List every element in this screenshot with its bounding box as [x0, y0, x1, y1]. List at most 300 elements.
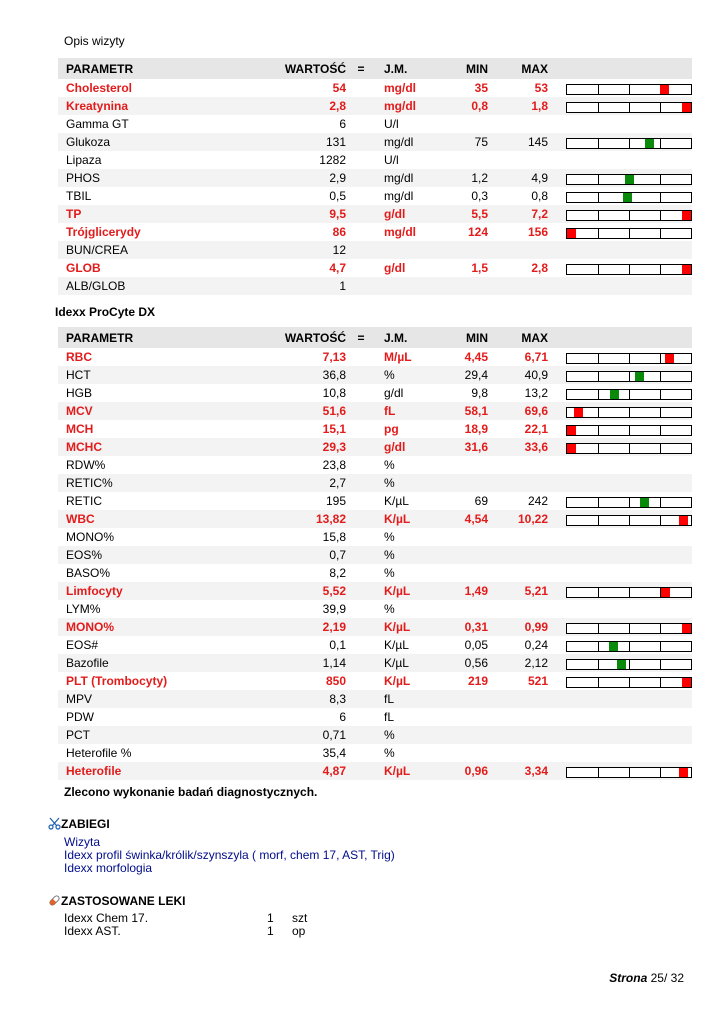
param-eq: [346, 474, 376, 492]
param-unit: g/dl: [376, 205, 436, 223]
param-value: 7,13: [322, 350, 346, 364]
range-marker: [623, 193, 632, 202]
table-row: [58, 366, 692, 384]
range-bar-cell: [566, 762, 692, 780]
param-name: ALB/GLOB: [58, 277, 250, 295]
param-unit: %: [376, 474, 436, 492]
param-name: PLT (Trombocyty): [66, 674, 168, 688]
spacer: [548, 438, 566, 456]
table-row: [58, 492, 692, 510]
range-bar-cell: [566, 420, 692, 438]
range-bar-cell: [566, 546, 692, 564]
range-bar: [566, 515, 692, 526]
param-max: [488, 744, 548, 762]
table-header: [58, 327, 692, 348]
param-max: 521: [527, 674, 548, 688]
param-eq: [346, 456, 376, 474]
param-min: 0,31: [436, 618, 488, 636]
header-unit: J.M.: [376, 58, 436, 79]
range-marker: [567, 229, 576, 238]
param-unit: %: [376, 726, 436, 744]
zabiegi-item: Idexx profil świnka/królik/szynszyla ( morf, chem 17, AST, Trig): [64, 848, 395, 862]
table-row: [58, 690, 692, 708]
param-value: 29,3: [250, 438, 346, 456]
range-bar-cell: [566, 366, 692, 384]
range-marker: [640, 498, 649, 507]
param-value: 35,4: [322, 746, 346, 760]
param-unit: fL: [376, 402, 436, 420]
table-row: [58, 726, 692, 744]
spacer: [548, 546, 566, 564]
param-min: 0,8: [436, 97, 488, 115]
table-row: [58, 654, 692, 672]
param-unit: mg/dl: [376, 133, 436, 151]
table-row: [58, 115, 692, 133]
table-row: [58, 456, 692, 474]
spacer: [548, 564, 566, 582]
param-unit: %: [384, 566, 395, 580]
param-eq: [346, 726, 376, 744]
param-name: HGB: [66, 386, 93, 400]
table-row: [58, 510, 692, 528]
range-bar-cell: [566, 402, 692, 420]
param-min: 0,96: [436, 762, 488, 780]
zabiegi-item: Wizyta: [64, 835, 100, 849]
spacer: [548, 618, 566, 636]
param-name: MONO%: [66, 530, 114, 544]
table-row: [58, 402, 692, 420]
param-eq: [346, 277, 376, 295]
spacer: [548, 187, 566, 205]
drug-name: Idexx AST.: [64, 924, 121, 938]
range-bar-cell: [566, 277, 692, 295]
range-bar-cell: [566, 97, 692, 115]
range-bar: [566, 677, 692, 688]
range-bar: [566, 353, 692, 364]
range-bar: [566, 641, 692, 652]
param-unit: K/µL: [384, 638, 409, 652]
range-marker: [682, 678, 691, 687]
param-name: EOS%: [58, 546, 250, 564]
param-eq: [346, 618, 376, 636]
param-name: MCH: [66, 422, 94, 436]
param-name: MONO%: [58, 618, 250, 636]
table-row: [58, 277, 692, 295]
param-min: 31,6: [436, 438, 488, 456]
param-unit: mg/dl: [384, 189, 414, 203]
param-unit: K/µL: [384, 674, 411, 688]
range-marker: [574, 408, 583, 417]
param-max: 40,9: [488, 366, 548, 384]
param-name: MCV: [58, 402, 250, 420]
param-eq: [346, 636, 376, 654]
param-name: Glukoza: [58, 133, 250, 151]
header-value: WARTOŚĆ: [250, 58, 346, 79]
param-unit: K/µL: [376, 582, 436, 600]
param-max: 242: [527, 494, 548, 508]
range-bar: [566, 192, 692, 203]
param-max: [488, 708, 548, 726]
table-row: [58, 762, 692, 780]
spacer: [548, 97, 566, 115]
table-row: [58, 600, 692, 618]
param-max: 0,8: [531, 189, 548, 203]
param-name: PCT: [58, 726, 250, 744]
param-eq: [346, 546, 376, 564]
spacer: [548, 133, 566, 151]
param-value: 2,8: [250, 97, 346, 115]
param-eq: [346, 672, 376, 690]
param-value: 4,87: [250, 762, 346, 780]
param-value: 6: [339, 117, 346, 131]
param-min: 5,5: [436, 205, 488, 223]
param-min: 124: [467, 225, 488, 239]
spacer: [548, 79, 566, 97]
param-max: [488, 564, 548, 582]
drug-unit: szt: [292, 911, 308, 925]
param-max: 0,99: [488, 618, 548, 636]
table-row: [58, 241, 692, 259]
table-row: [58, 348, 692, 366]
param-max: [488, 726, 548, 744]
param-max: 10,22: [488, 510, 548, 528]
table-row: [58, 151, 692, 169]
drug-qty: 1: [267, 924, 274, 938]
spacer: [548, 492, 566, 510]
spacer: [548, 384, 566, 402]
param-eq: [346, 708, 376, 726]
spacer: [548, 726, 566, 744]
table-row: [58, 546, 692, 564]
param-value: 1282: [319, 153, 346, 167]
param-eq: [346, 744, 376, 762]
param-min: [436, 456, 488, 474]
range-bar-cell: [566, 133, 692, 151]
range-marker: [610, 390, 619, 399]
range-bar: [566, 210, 692, 221]
range-bar-cell: [566, 636, 692, 654]
param-unit: mg/dl: [376, 169, 436, 187]
param-name: RETIC: [66, 494, 102, 508]
param-name: PDW: [66, 710, 94, 724]
param-min: [436, 690, 488, 708]
param-max: 0,24: [524, 638, 548, 652]
param-unit: %: [376, 546, 436, 564]
table-row: [58, 259, 692, 277]
param-value: 131: [250, 133, 346, 151]
param-value: 0,5: [329, 189, 346, 203]
param-max: 2,8: [531, 261, 548, 275]
param-eq: [346, 402, 376, 420]
table-row: [58, 97, 692, 115]
param-max: [488, 241, 548, 259]
param-max: 156: [527, 225, 548, 239]
range-bar: [566, 371, 692, 382]
param-max: [488, 115, 548, 133]
param-value: 39,9: [322, 602, 346, 616]
param-max: 145: [488, 133, 548, 151]
param-unit: mg/dl: [384, 81, 416, 95]
param-min: [436, 241, 488, 259]
spacer: [548, 348, 566, 366]
param-eq: [346, 528, 376, 546]
range-bar: [566, 659, 692, 670]
header-param: PARAMETR: [58, 327, 250, 348]
param-min: 4,45: [464, 350, 488, 364]
param-name: MPV: [58, 690, 250, 708]
param-min: [436, 600, 488, 618]
range-bar-cell: [566, 474, 692, 492]
page-footer: [609, 971, 684, 985]
header-max: MAX: [488, 58, 548, 79]
param-value: 5,52: [250, 582, 346, 600]
param-name: MCHC: [58, 438, 250, 456]
table-row: [58, 223, 692, 241]
param-min: 1,5: [471, 261, 488, 275]
range-bar-cell: [566, 384, 692, 402]
range-bar: [566, 389, 692, 400]
param-eq: [346, 115, 376, 133]
param-max: 69,6: [488, 402, 548, 420]
spacer: [548, 241, 566, 259]
scissors-icon: [48, 817, 61, 830]
param-max: 5,21: [488, 582, 548, 600]
param-eq: [346, 600, 376, 618]
param-eq: [346, 241, 376, 259]
range-bar: [566, 623, 692, 634]
range-bar-cell: [566, 241, 692, 259]
param-name: RBC: [66, 350, 92, 364]
param-min: 69: [474, 494, 488, 508]
param-min: 219: [467, 674, 488, 688]
visit-description-label: Opis wizyty: [64, 34, 125, 48]
range-bar-cell: [566, 672, 692, 690]
param-min: [436, 546, 488, 564]
hematology-table: [58, 327, 692, 780]
param-name: BUN/CREA: [58, 241, 250, 259]
range-marker: [645, 139, 654, 148]
spacer: [548, 420, 566, 438]
param-name: LYM%: [66, 602, 101, 616]
param-value: 0,1: [329, 638, 346, 652]
zabiegi-item: Idexx morfologia: [64, 861, 153, 875]
param-name: RDW%: [66, 458, 106, 472]
param-name: Bazofile: [58, 654, 250, 672]
param-value: 12: [250, 241, 346, 259]
param-name: Trójglicerydy: [66, 225, 141, 239]
table-row: [58, 474, 692, 492]
drug-row: [64, 925, 364, 938]
spacer: [548, 277, 566, 295]
param-min: 9,8: [471, 386, 488, 400]
range-bar-cell: [566, 223, 692, 241]
range-bar-cell: [566, 600, 692, 618]
table-row: [58, 438, 692, 456]
table-row: [58, 205, 692, 223]
param-eq: [346, 79, 376, 97]
table-row: [58, 133, 692, 151]
spacer: [548, 205, 566, 223]
header-param: PARAMETR: [58, 58, 250, 79]
param-name: HCT: [58, 366, 250, 384]
range-bar-cell: [566, 456, 692, 474]
spacer: [548, 654, 566, 672]
param-max: [488, 690, 548, 708]
range-bar: [566, 407, 692, 418]
spacer: [548, 366, 566, 384]
range-bar-cell: [566, 744, 692, 762]
header-value: WARTOŚĆ: [250, 327, 346, 348]
param-eq: [346, 690, 376, 708]
table-row: [58, 420, 692, 438]
param-value: 8,2: [329, 566, 346, 580]
param-min: 35: [474, 81, 488, 95]
spacer: [548, 744, 566, 762]
param-max: 13,2: [524, 386, 548, 400]
param-min: [436, 474, 488, 492]
param-max: [488, 528, 548, 546]
param-name: TBIL: [66, 189, 92, 203]
param-unit: mg/dl: [376, 97, 436, 115]
chemistry-table: [58, 58, 692, 295]
param-eq: [346, 205, 376, 223]
param-min: [436, 151, 488, 169]
param-value: 0,7: [250, 546, 346, 564]
range-bar: [566, 174, 692, 185]
param-unit: K/µL: [376, 618, 436, 636]
header-unit: J.M.: [376, 327, 436, 348]
header-max: MAX: [488, 327, 548, 348]
param-min: [436, 115, 488, 133]
param-eq: [346, 223, 376, 241]
spacer: [548, 259, 566, 277]
header-min: MIN: [436, 58, 488, 79]
param-name: RETIC%: [58, 474, 250, 492]
param-unit: K/µL: [376, 654, 436, 672]
range-bar-cell: [566, 115, 692, 133]
param-eq: [346, 169, 376, 187]
header-eq: =: [346, 58, 376, 79]
spacer: [548, 528, 566, 546]
param-name: TP: [58, 205, 250, 223]
param-value: 1,14: [250, 654, 346, 672]
table-row: [58, 672, 692, 690]
param-unit: g/dl: [384, 261, 406, 275]
param-min: [436, 277, 488, 295]
range-bar: [566, 587, 692, 598]
spacer: [548, 582, 566, 600]
range-bar: [566, 138, 692, 149]
spacer: [548, 636, 566, 654]
param-eq: [346, 582, 376, 600]
spacer: [548, 151, 566, 169]
range-bar: [566, 228, 692, 239]
spacer: [548, 402, 566, 420]
param-min: 1,2: [436, 169, 488, 187]
param-max: 2,12: [488, 654, 548, 672]
param-value: 36,8: [250, 366, 346, 384]
param-min: 0,3: [471, 189, 488, 203]
param-unit: g/dl: [384, 386, 404, 400]
table-row: [58, 744, 692, 762]
range-bar-cell: [566, 708, 692, 726]
spacer: [548, 600, 566, 618]
param-value: 8,3: [250, 690, 346, 708]
param-unit: %: [384, 746, 395, 760]
range-bar: [566, 102, 692, 113]
leki-title: ZASTOSOWANE LEKI: [61, 894, 186, 908]
param-value: 54: [332, 81, 346, 95]
range-marker: [635, 372, 644, 381]
spacer: [548, 115, 566, 133]
param-value: 9,5: [250, 205, 346, 223]
range-marker: [661, 588, 670, 597]
zabiegi-section: [48, 817, 110, 831]
range-bar: [566, 767, 692, 778]
range-marker: [625, 175, 634, 184]
param-value: 850: [325, 674, 346, 688]
range-marker: [679, 516, 688, 525]
param-unit: U/l: [384, 117, 399, 131]
range-bar: [566, 497, 692, 508]
range-marker: [617, 660, 626, 669]
param-value: 51,6: [250, 402, 346, 420]
range-bar-cell: [566, 564, 692, 582]
header-eq: =: [346, 327, 376, 348]
param-eq: [346, 133, 376, 151]
range-bar-cell: [566, 79, 692, 97]
param-max: 53: [534, 81, 548, 95]
param-unit: M/µL: [384, 350, 412, 364]
param-value: 86: [332, 225, 346, 239]
param-max: [488, 151, 548, 169]
param-name: Heterofile %: [66, 746, 132, 760]
range-bar-cell: [566, 205, 692, 223]
range-bar-cell: [566, 726, 692, 744]
param-value: 23,8: [322, 458, 346, 472]
param-value: 2,19: [250, 618, 346, 636]
range-bar-cell: [566, 492, 692, 510]
range-bar-cell: [566, 259, 692, 277]
param-value: 15,8: [322, 530, 346, 544]
param-unit: %: [376, 366, 436, 384]
param-name: Cholesterol: [66, 81, 133, 95]
range-marker: [682, 211, 691, 220]
range-bar-cell: [566, 654, 692, 672]
param-min: [436, 744, 488, 762]
range-bar: [566, 264, 692, 275]
header-min: MIN: [436, 327, 488, 348]
param-max: 6,71: [524, 350, 548, 364]
param-unit: %: [384, 602, 395, 616]
param-min: 4,54: [436, 510, 488, 528]
param-max: 33,6: [488, 438, 548, 456]
param-min: [436, 726, 488, 744]
drug-name: Idexx Chem 17.: [64, 911, 149, 925]
param-unit: fL: [376, 690, 436, 708]
range-bar: [566, 425, 692, 436]
param-unit: pg: [384, 422, 399, 436]
param-eq: [346, 510, 376, 528]
param-value: 1: [250, 277, 346, 295]
param-name: GLOB: [66, 261, 101, 275]
range-bar-cell: [566, 151, 692, 169]
table-row: [58, 528, 692, 546]
param-unit: g/dl: [376, 438, 436, 456]
range-bar: [566, 84, 692, 95]
param-name: Kreatynina: [58, 97, 250, 115]
param-max: 7,2: [488, 205, 548, 223]
